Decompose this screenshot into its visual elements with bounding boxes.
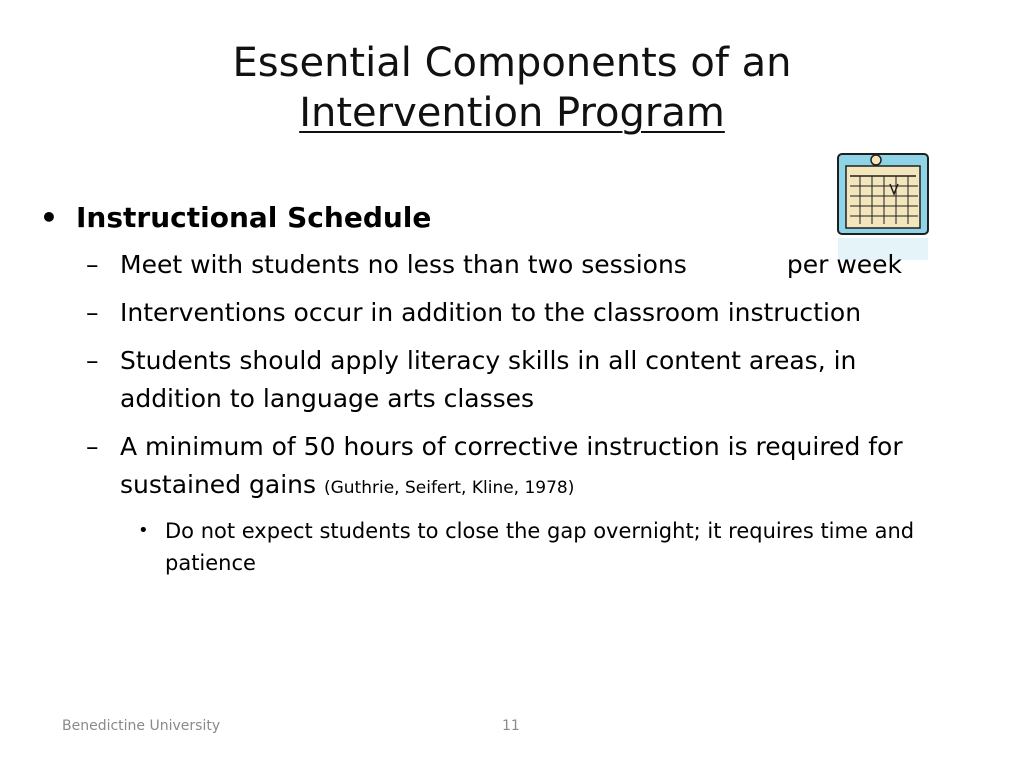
item-text: Students should apply literacy skills in all content areas, in addition to language arts classes [120, 346, 857, 413]
title-line-1: Essential Components of an [232, 40, 792, 86]
slide-body [30, 200, 980, 579]
item-text-b: per week [786, 250, 903, 279]
footer-organization: Benedictine University [62, 718, 221, 734]
subitem-text: Do not expect students to close the gap overnight; it requires time and patience [165, 519, 915, 575]
footer-page-number: 11 [502, 718, 520, 734]
sub-list-item [30, 515, 955, 579]
bullet-glyph: • [138, 520, 149, 541]
list-item [30, 246, 960, 284]
list-item [30, 428, 960, 507]
list-item [30, 294, 960, 332]
citation: (Guthrie, Seifert, Kline, 1978) [323, 478, 575, 498]
heading-text: Instructional Schedule [76, 201, 432, 234]
dash-glyph: – [86, 298, 99, 327]
title-line-2: Intervention Program [299, 90, 725, 136]
item-text: A minimum of 50 hours of corrective instruction is required for sustained gains [120, 432, 903, 499]
item-text: Interventions occur in addition to the classroom instruction [120, 298, 862, 327]
item-text-a: Meet with students no less than two sessions [120, 250, 687, 279]
dash-glyph: – [86, 432, 99, 461]
dash-glyph: – [86, 250, 99, 279]
list-item [30, 342, 960, 418]
slide-title [0, 38, 1024, 138]
dash-glyph: – [86, 346, 99, 375]
bullet-instructional-schedule [30, 200, 980, 236]
bullet-glyph: • [40, 201, 58, 234]
